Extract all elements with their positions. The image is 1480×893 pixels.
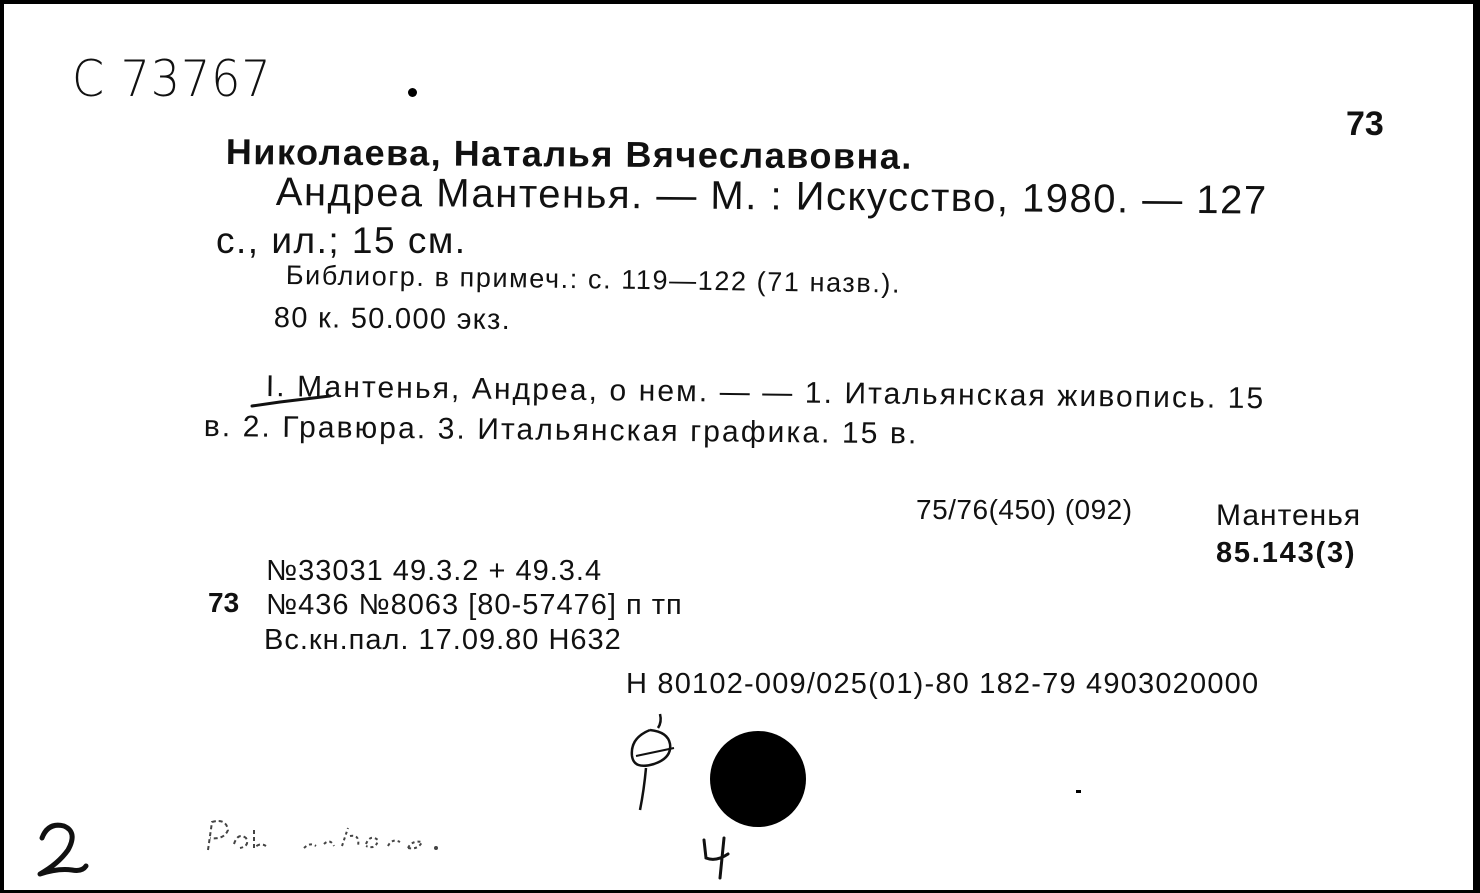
handwritten-symbol xyxy=(620,708,680,818)
title-line-2: с., ил.; 15 см. xyxy=(216,220,467,261)
handwritten-numeral xyxy=(28,816,98,882)
title-line-1: Андреа Мантенья. — М. : Искусство, 1980. — 127 xyxy=(275,170,1268,223)
handwritten-digit xyxy=(694,830,740,882)
subject-headings-line-1: I. Мантенья, Андреа, о нем. — — 1. Итальянская живопись. 15 xyxy=(265,370,1266,416)
udk-classification: 75/76(450) (092) xyxy=(916,494,1133,525)
bbk-classification: 85.143(3) xyxy=(1216,537,1357,569)
call-number: C 73767 xyxy=(72,50,272,108)
strike-through-mark xyxy=(244,392,334,416)
subject-headings-line-2: в. 2. Гравюра. 3. Итальянская графика. 15 в. xyxy=(203,410,919,451)
price-and-print-run: 80 к. 50.000 экз. xyxy=(273,302,512,337)
udk-subject: Мантенья xyxy=(1216,499,1362,532)
card-number: 73 xyxy=(1346,105,1384,143)
handwritten-scribble xyxy=(200,810,460,868)
chamber-line: Вс.кн.пал. 17.09.80 Н632 xyxy=(264,624,622,656)
isbn-code-line: Н 80102-009/025(01)-80 182-79 4903020000 xyxy=(626,668,1260,700)
ink-speck xyxy=(1076,790,1081,793)
registry-line-2: №436 №8063 [80-57476] п тп xyxy=(266,589,683,621)
punched-hole xyxy=(710,731,806,827)
bibliography-note: Библиогр. в примеч.: с. 119—122 (71 назв.). xyxy=(285,260,902,299)
author-heading: Николаева, Наталья Вячеславовна. xyxy=(225,131,913,177)
registry-number: 73 xyxy=(208,587,240,618)
ink-dot xyxy=(408,88,417,97)
registry-line-1: №33031 49.3.2 + 49.3.4 xyxy=(266,555,603,587)
